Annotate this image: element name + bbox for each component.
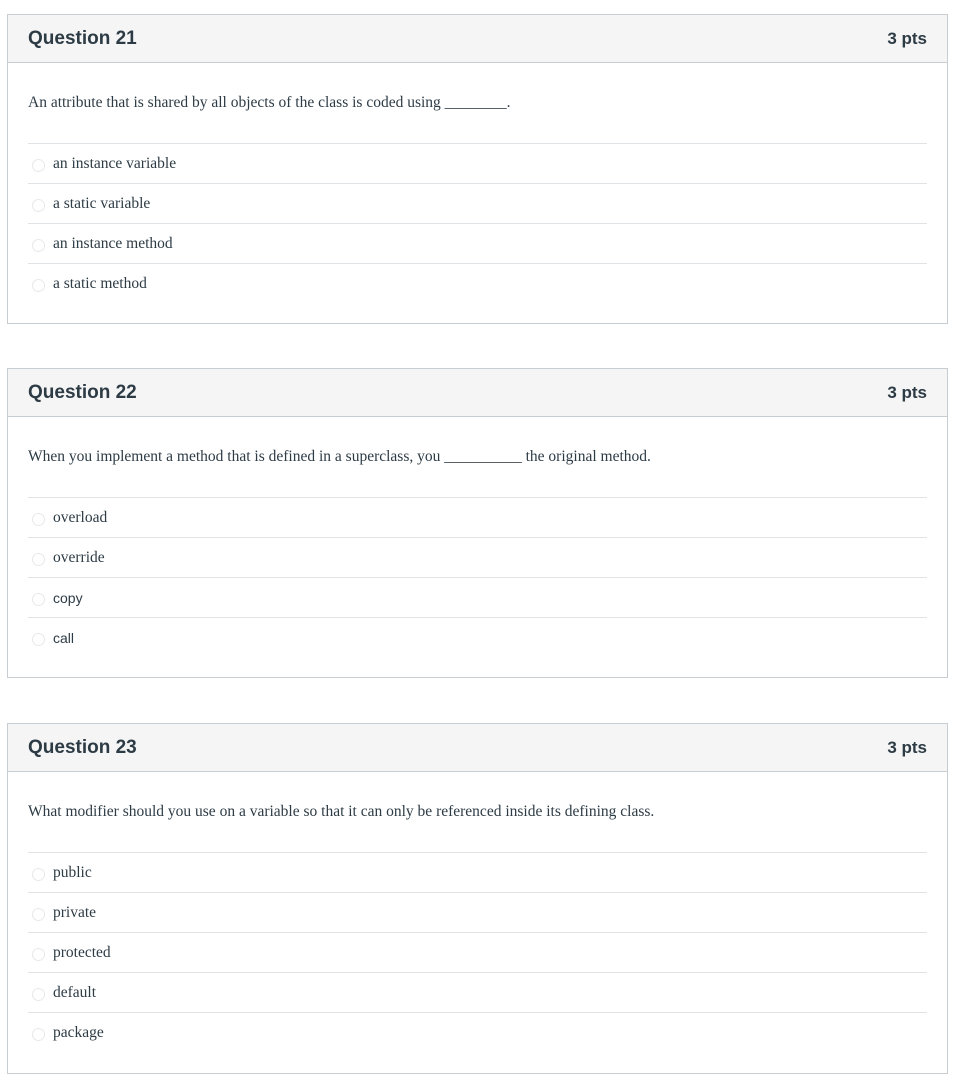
radio-button[interactable] bbox=[32, 988, 45, 1001]
answer-label[interactable]: an instance method bbox=[53, 234, 173, 252]
question-body bbox=[8, 417, 947, 677]
radio-button[interactable] bbox=[32, 948, 45, 961]
radio-button[interactable] bbox=[32, 868, 45, 881]
question-points: 3 pts bbox=[887, 28, 927, 48]
question-title: Question 21 bbox=[28, 27, 137, 49]
radio-button[interactable] bbox=[32, 1028, 45, 1041]
answer-label[interactable]: public bbox=[53, 863, 92, 881]
answer-list bbox=[28, 143, 927, 303]
answer-label[interactable]: call bbox=[53, 629, 75, 646]
answer-option[interactable] bbox=[28, 538, 927, 578]
answer-label[interactable]: a static method bbox=[53, 274, 147, 292]
question-header bbox=[8, 369, 947, 417]
answer-option[interactable] bbox=[28, 973, 927, 1013]
question-21 bbox=[7, 14, 948, 324]
question-title: Question 22 bbox=[28, 381, 137, 403]
answer-list bbox=[28, 497, 927, 657]
question-22 bbox=[7, 368, 948, 678]
answer-option[interactable] bbox=[28, 184, 927, 224]
question-header bbox=[8, 724, 947, 772]
answer-option[interactable] bbox=[28, 933, 927, 973]
radio-button[interactable] bbox=[32, 633, 45, 646]
radio-button[interactable] bbox=[32, 199, 45, 212]
answer-label[interactable]: protected bbox=[53, 943, 111, 961]
answer-option[interactable] bbox=[28, 144, 927, 184]
question-body bbox=[8, 63, 947, 323]
answer-list bbox=[28, 852, 927, 1052]
answer-label[interactable]: private bbox=[53, 903, 97, 921]
radio-button[interactable] bbox=[32, 159, 45, 172]
answer-option[interactable] bbox=[28, 1013, 927, 1052]
question-23 bbox=[7, 723, 948, 1074]
question-body bbox=[8, 772, 947, 1072]
answer-label[interactable]: overload bbox=[53, 508, 108, 526]
answer-label[interactable]: a static variable bbox=[53, 194, 151, 212]
question-text: What modifier should you use on a variable so that it can only be referenced inside its defining class. bbox=[28, 803, 655, 820]
question-header bbox=[8, 15, 947, 63]
answer-option[interactable] bbox=[28, 224, 927, 264]
answer-label[interactable]: default bbox=[53, 983, 97, 1001]
question-points: 3 pts bbox=[887, 737, 927, 757]
radio-button[interactable] bbox=[32, 553, 45, 566]
question-text: When you implement a method that is defined in a superclass, you __________ the original method. bbox=[28, 448, 651, 465]
radio-button[interactable] bbox=[32, 279, 45, 292]
radio-button[interactable] bbox=[32, 908, 45, 921]
answer-option[interactable] bbox=[28, 264, 927, 303]
answer-label[interactable]: copy bbox=[53, 589, 83, 606]
answer-label[interactable]: package bbox=[53, 1023, 104, 1041]
question-text: An attribute that is shared by all objects of the class is coded using ________. bbox=[28, 94, 511, 111]
answer-label[interactable]: override bbox=[53, 548, 105, 566]
answer-option[interactable] bbox=[28, 578, 927, 618]
answer-label[interactable]: an instance variable bbox=[53, 154, 177, 172]
answer-option[interactable] bbox=[28, 893, 927, 933]
radio-button[interactable] bbox=[32, 239, 45, 252]
answer-option[interactable] bbox=[28, 498, 927, 538]
question-points: 3 pts bbox=[887, 382, 927, 402]
question-title: Question 23 bbox=[28, 736, 137, 758]
radio-button[interactable] bbox=[32, 593, 45, 606]
answer-option[interactable] bbox=[28, 618, 927, 657]
answer-option[interactable] bbox=[28, 853, 927, 893]
radio-button[interactable] bbox=[32, 513, 45, 526]
